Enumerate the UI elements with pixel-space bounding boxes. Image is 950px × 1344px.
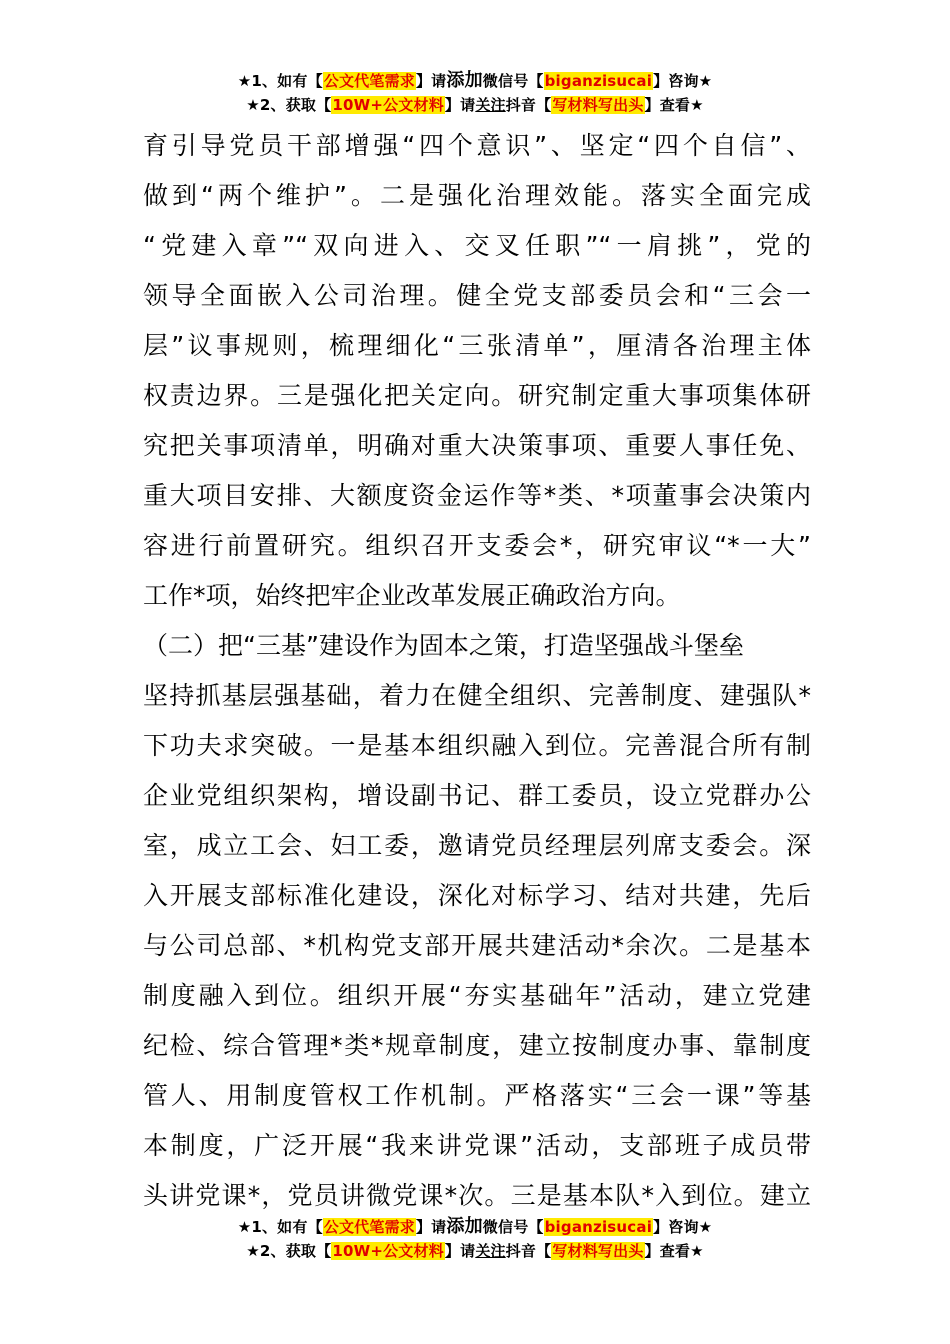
promo-text: 】请 bbox=[415, 72, 447, 90]
text-line: 重大项目安排、大额度资金运作等*类、*项董事会决策内 bbox=[143, 481, 811, 510]
text-line: 容进行前置研究。组织召开支委会*，研究审议“*一大” bbox=[143, 531, 811, 560]
promo-text: 微信号【 bbox=[482, 1218, 544, 1236]
promo-line-2 bbox=[0, 1239, 950, 1263]
text-line: 头讲党课*，党员讲微党课*次。三是基本队*入到位。建立 bbox=[143, 1181, 811, 1210]
text-line: 层”议事规则，梳理细化“三张清单”，厘清各治理主体 bbox=[143, 331, 811, 360]
promo-text: ★1、如有【 bbox=[237, 1218, 323, 1236]
promo-text: 微信号【 bbox=[482, 72, 544, 90]
text-line: 管人、用制度管权工作机制。严格落实“三会一课”等基 bbox=[143, 1081, 811, 1110]
promo-highlight: 10W+公文材料 bbox=[332, 1242, 444, 1260]
promo-text: ★1、如有【 bbox=[237, 72, 323, 90]
text-line: 做到“两个维护”。二是强化治理效能。落实全面完成 bbox=[143, 181, 811, 210]
promo-text: 】请 bbox=[444, 96, 476, 114]
document-body bbox=[143, 121, 811, 1221]
promo-text: 抖音【 bbox=[505, 96, 552, 114]
text-line: 企业党组织架构，增设副书记、群工委员，设立党群办公 bbox=[143, 781, 811, 810]
text-line: 本制度，广泛开展“我来讲党课”活动，支部班子成员带 bbox=[143, 1131, 811, 1160]
promo-highlight: 公文代笔需求 bbox=[323, 1218, 415, 1236]
promo-line-1 bbox=[0, 69, 950, 93]
promo-text: ★2、获取【 bbox=[246, 1242, 332, 1260]
promo-banner-bottom bbox=[0, 1215, 950, 1263]
promo-account: 写材料写出头 bbox=[552, 96, 644, 114]
promo-text: 】查看★ bbox=[644, 96, 704, 114]
text-line: 与公司总部、*机构党支部开展共建活动*余次。二是基本 bbox=[143, 931, 811, 960]
text-line: 室，成立工会、妇工委，邀请党员经理层列席支委会。深 bbox=[143, 831, 811, 860]
promo-emphasis: 关注 bbox=[475, 1242, 506, 1260]
section-heading: （二）把“三基”建设作为固本之策，打造坚强战斗堡垒 bbox=[143, 631, 744, 660]
text-line: 纪检、综合管理*类*规章制度，建立按制度办事、靠制度 bbox=[143, 1031, 811, 1060]
text-line: 下功夫求突破。一是基本组织融入到位。完善混合所有制 bbox=[143, 731, 811, 760]
text-line: “党建入章”“双向进入、交叉任职”“一肩挑”，党的 bbox=[143, 231, 811, 260]
promo-line-2 bbox=[0, 93, 950, 117]
text-line: 育引导党员干部增强“四个意识”、坚定“四个自信”、 bbox=[143, 131, 811, 160]
promo-wechat-id: biganzisucai bbox=[544, 72, 653, 90]
promo-text: 】查看★ bbox=[644, 1242, 704, 1260]
text-line: 工作*项，始终把牢企业改革发展正确政治方向。 bbox=[143, 581, 681, 610]
promo-emphasis: 添加 bbox=[446, 1216, 483, 1237]
promo-text: 】咨询★ bbox=[653, 1218, 713, 1236]
promo-wechat-id: biganzisucai bbox=[544, 1218, 653, 1236]
promo-emphasis: 关注 bbox=[475, 96, 506, 114]
promo-text: 抖音【 bbox=[505, 1242, 552, 1260]
promo-banner-top bbox=[0, 69, 950, 117]
promo-text: 】请 bbox=[415, 1218, 447, 1236]
promo-text: ★2、获取【 bbox=[246, 96, 332, 114]
text-line: 权责边界。三是强化把关定向。研究制定重大事项集体研 bbox=[143, 381, 811, 410]
text-line: 入开展支部标准化建设，深化对标学习、结对共建，先后 bbox=[143, 881, 811, 910]
promo-highlight: 10W+公文材料 bbox=[332, 96, 444, 114]
text-line: 究把关事项清单，明确对重大决策事项、重要人事任免、 bbox=[143, 431, 811, 460]
promo-account: 写材料写出头 bbox=[552, 1242, 644, 1260]
text-line: 坚持抓基层强基础，着力在健全组织、完善制度、建强队* bbox=[143, 681, 811, 710]
promo-line-1 bbox=[0, 1215, 950, 1239]
text-line: 制度融入到位。组织开展“夯实基础年”活动，建立党建 bbox=[143, 981, 811, 1010]
promo-text: 】请 bbox=[444, 1242, 476, 1260]
promo-highlight: 公文代笔需求 bbox=[323, 72, 415, 90]
promo-emphasis: 添加 bbox=[446, 70, 483, 91]
text-line: 领导全面嵌入公司治理。健全党支部委员会和“三会一 bbox=[143, 281, 811, 310]
promo-text: 】咨询★ bbox=[653, 72, 713, 90]
